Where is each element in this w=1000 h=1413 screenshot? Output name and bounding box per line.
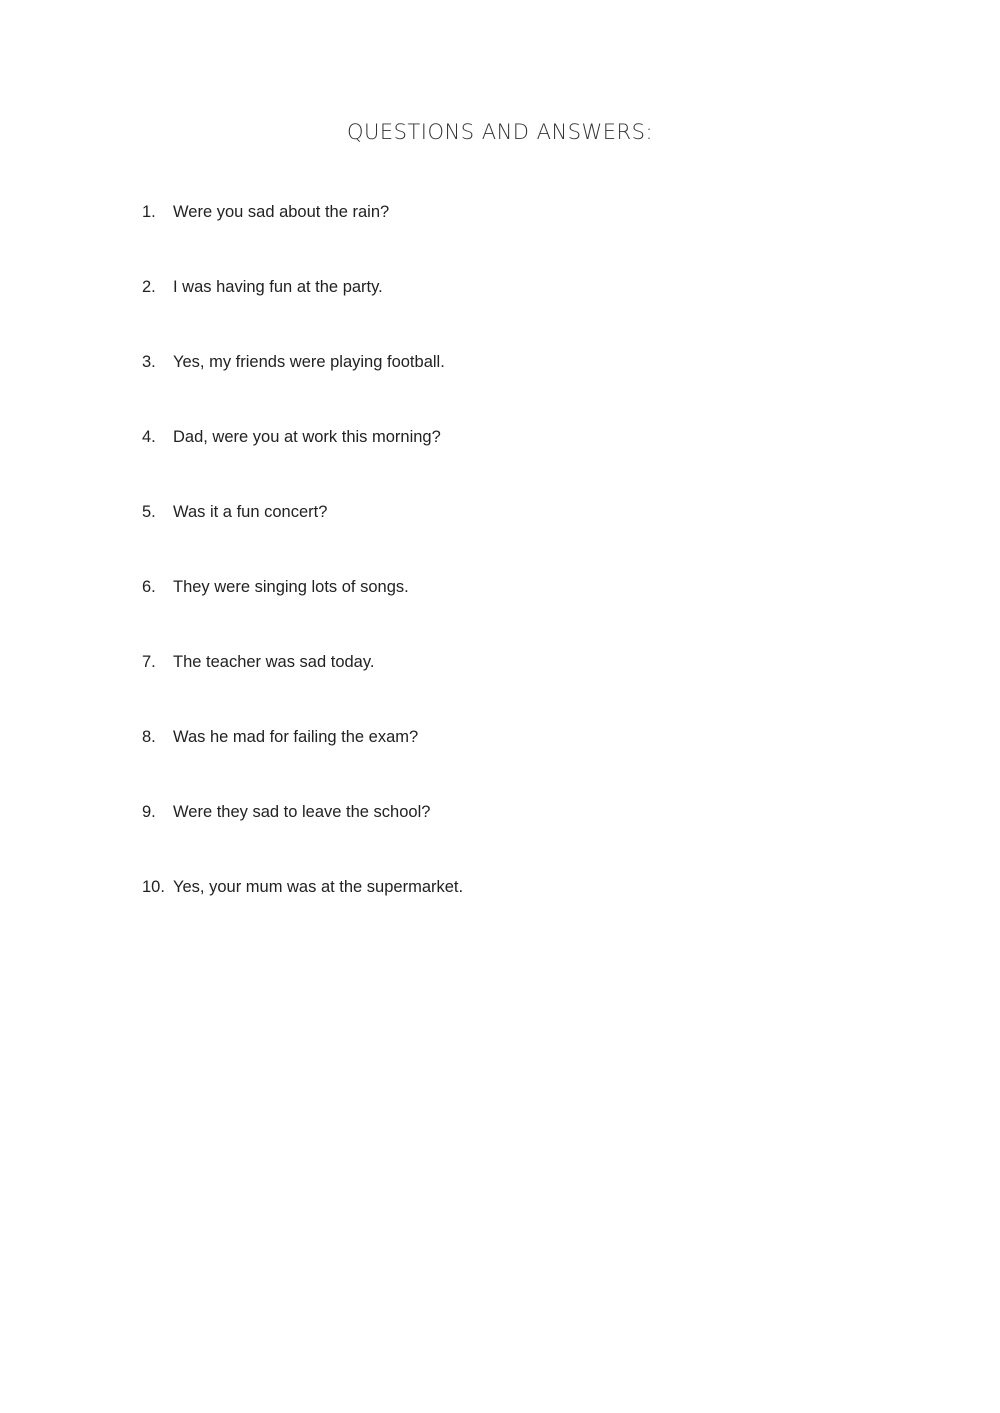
item-text: Were they sad to leave the school?: [173, 803, 431, 821]
item-text: Yes, my friends were playing football.: [173, 353, 445, 371]
item-number: 7.: [142, 653, 156, 671]
question-list: [140, 198, 920, 948]
item-text: Yes, your mum was at the supermarket.: [173, 878, 464, 896]
list-item: [140, 423, 920, 498]
item-text: Were you sad about the rain?: [173, 203, 390, 221]
item-number: 6.: [142, 578, 156, 596]
item-text: The teacher was sad today.: [173, 653, 375, 671]
item-text: I was having fun at the party.: [173, 278, 383, 296]
item-number: 8.: [142, 728, 156, 746]
item-text: Was it a fun concert?: [173, 503, 328, 521]
list-item: [140, 273, 920, 348]
list-item: [140, 873, 920, 948]
item-number: 2.: [142, 278, 156, 296]
list-item: [140, 198, 920, 273]
list-item: [140, 498, 920, 573]
list-item: [140, 573, 920, 648]
item-number: 1.: [142, 203, 156, 221]
list-item: [140, 798, 920, 873]
item-text: Dad, were you at work this morning?: [173, 428, 441, 446]
item-text: They were singing lots of songs.: [173, 578, 409, 596]
item-number: 9.: [142, 803, 156, 821]
item-number: 10.: [142, 878, 165, 896]
item-number: 4.: [142, 428, 156, 446]
list-item: [140, 648, 920, 723]
item-text: Was he mad for failing the exam?: [173, 728, 419, 746]
item-number: 5.: [142, 503, 156, 521]
list-item: [140, 348, 920, 423]
list-item: [140, 723, 920, 798]
item-number: 3.: [142, 353, 156, 371]
page-title: QUESTIONS AND ANSWERS:: [346, 120, 654, 144]
